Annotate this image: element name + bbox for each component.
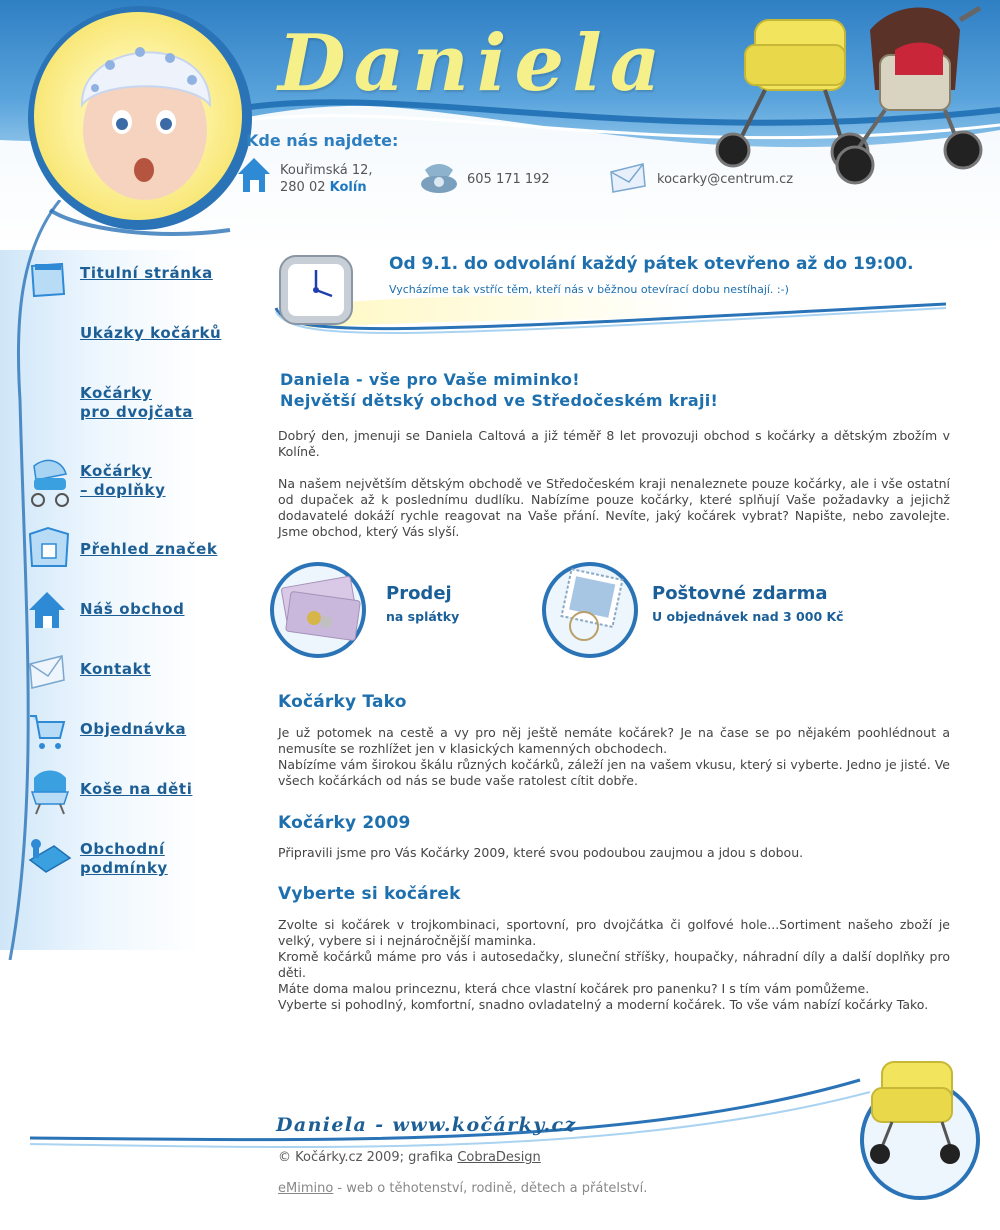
text-line: Kromě kočárků máme pro vás i autosedačky, sluneční stříšky, houpačky, náhradní díly a další doplňky pro děti. (278, 949, 950, 980)
envelope-icon (609, 162, 647, 194)
postage-image (540, 560, 640, 660)
envelope-icon (26, 650, 68, 692)
intro-heading-line2: Největší dětský obchod ve Středočeském kraji! (280, 391, 719, 410)
promo-installments-subtitle: na splátky (386, 609, 460, 624)
find-us-heading: Kde nás najdete: (246, 131, 399, 150)
nav-item-kontakt[interactable]: Kontakt (80, 660, 151, 678)
stroller-icon (26, 456, 74, 508)
banner-subtitle: Vycházíme tak vstříc těm, kteří nás v běžnou otevírací dobu nestíhají. :-) (389, 283, 789, 296)
email-link[interactable]: kocarky@centrum.cz (657, 172, 794, 187)
footer-emimino (278, 1181, 647, 1196)
nav-item-label-line1: Kočárky (80, 384, 153, 402)
nav-item-label-line1: Obchodní (80, 840, 165, 858)
book-icon (26, 832, 74, 878)
text-line: Máte doma malou princeznu, která chce vlastní kočárek pro panenku? I s tím vám pomůžeme. (278, 981, 870, 996)
nav-item-label-line2: podmínky (80, 859, 168, 877)
nav-item-label-line2: – doplňky (80, 481, 166, 499)
footer-brand: Daniela - www.kočárky.cz (276, 1114, 577, 1136)
text-line: Zvolte si kočárek v trojkombinaci, sportovní, pro dvojčátka či golfové hole...Sortiment našeho zboží je velký, vybere si i nejnáročnější maminka. (278, 917, 950, 948)
nav-item-obchodni-podminky[interactable] (80, 840, 168, 878)
address-city[interactable]: Kolín (329, 180, 367, 195)
main-navigation (0, 250, 250, 900)
folder-icon (26, 524, 72, 570)
address (280, 162, 373, 196)
nav-item-nas-obchod[interactable]: Náš obchod (80, 600, 185, 618)
nav-item-objednavka[interactable]: Objednávka (80, 720, 187, 738)
footer-stroller-image (862, 1052, 972, 1172)
section-heading-kocarky-tako: Kočárky Tako (278, 692, 407, 712)
address-line1: Kouřimská 12, (280, 163, 373, 178)
text-line: Je už potomek na cestě a vy pro něj ještě nemáte kočárek? Je na čase se po nějakém poohlédnout a nemusíte se rozhlížet jen v klasických kamenných obchodech. (278, 725, 950, 756)
section-heading-kocarky-2009: Kočárky 2009 (278, 813, 411, 833)
baby-photo (60, 10, 230, 210)
nav-item-label-line1: Kočárky (80, 462, 153, 480)
nav-item-label-line2: pro dvojčata (80, 403, 194, 421)
clock-icon (276, 252, 356, 328)
section-text-vyberte-si-kocarek (278, 917, 950, 1013)
intro-heading-line1: Daniela - vše pro Vaše miminko! (280, 370, 580, 389)
text-line: Nabízíme vám širokou škálu různých kočárků, záleží jen na vašem vkusu, který si vyberte. Jedno je jisté. Ve všech kočárkách od nás se bude vaše ratolest cítit dobře. (278, 757, 950, 788)
intro-paragraph-1: Dobrý den, jmenuji se Daniela Caltová a již téměř 8 let provozuji obchod s kočárky a dětským zbožím v Kolíně. (278, 428, 950, 459)
promo-installments-title[interactable]: Prodej (386, 583, 452, 604)
section-heading-vyberte-si-kocarek: Vyberte si kočárek (278, 884, 461, 904)
money-image (268, 560, 378, 660)
home-icon (236, 156, 272, 194)
home-icon (26, 588, 68, 630)
cobradesign-link[interactable]: CobraDesign (457, 1150, 541, 1165)
copyright-text: © Kočárky.cz 2009; grafika (278, 1150, 458, 1165)
calendar-icon (26, 258, 68, 300)
nav-item-kocarky-pro-dvojcata[interactable] (80, 384, 193, 422)
nav-item-titulni-stranka[interactable]: Titulní stránka (80, 264, 213, 282)
emimino-link[interactable]: eMimino (278, 1181, 334, 1196)
phone-icon (419, 162, 459, 194)
address-zip: 280 02 (280, 180, 326, 195)
promo-free-shipping-subtitle: U objednávek nad 3 000 Kč (652, 609, 844, 624)
section-text-kocarky-tako (278, 725, 950, 789)
emimino-text: - web o těhotenství, rodině, dětech a přátelství. (333, 1181, 648, 1196)
basket-icon (26, 768, 72, 818)
footer-copyright (278, 1150, 541, 1165)
intro-heading (280, 369, 718, 411)
promo-free-shipping-title[interactable]: Poštovné zdarma (652, 583, 828, 604)
intro-paragraph-2: Na našem největším dětským obchodě ve Středočeském kraji nenaleznete pouze kočárky, ale i vše ostatní od dupaček až k poslednímu dudlíku. Nabízíme pouze kočárky, které splňují Vaše požadavky a jejichž dodavatelé dokáží rychle reagovat na Vaše přání. Nevíte, jaký kočárek vybrat? Napište, nebo zavolejte. Jsme obchod, který Vás slyší. (278, 476, 950, 539)
banner-title: Od 9.1. do odvolání každý pátek otevřeno až do 19:00. (389, 254, 914, 274)
nav-item-kocarky-doplnky[interactable] (80, 462, 165, 500)
nav-item-ukazky-kocarku[interactable]: Ukázky kočárků (80, 324, 222, 342)
nav-item-kose-na-deti[interactable]: Koše na děti (80, 780, 193, 798)
section-text-kocarky-2009: Připravili jsme pro Vás Kočárky 2009, které svou podoubou zaujmou a jdou s dobou. (278, 845, 804, 860)
text-line: Vyberte si pohodlný, komfortní, snadno ovladatelný a moderní kočárek. To vše vám nabízí kočárky Tako. (278, 997, 929, 1012)
phone-number[interactable]: 605 171 192 (467, 172, 550, 187)
site-logo[interactable]: Daniela (278, 18, 669, 109)
cart-icon (26, 710, 68, 752)
nav-item-prehled-znacek[interactable]: Přehled značek (80, 540, 218, 558)
strollers-image (705, 0, 1000, 195)
